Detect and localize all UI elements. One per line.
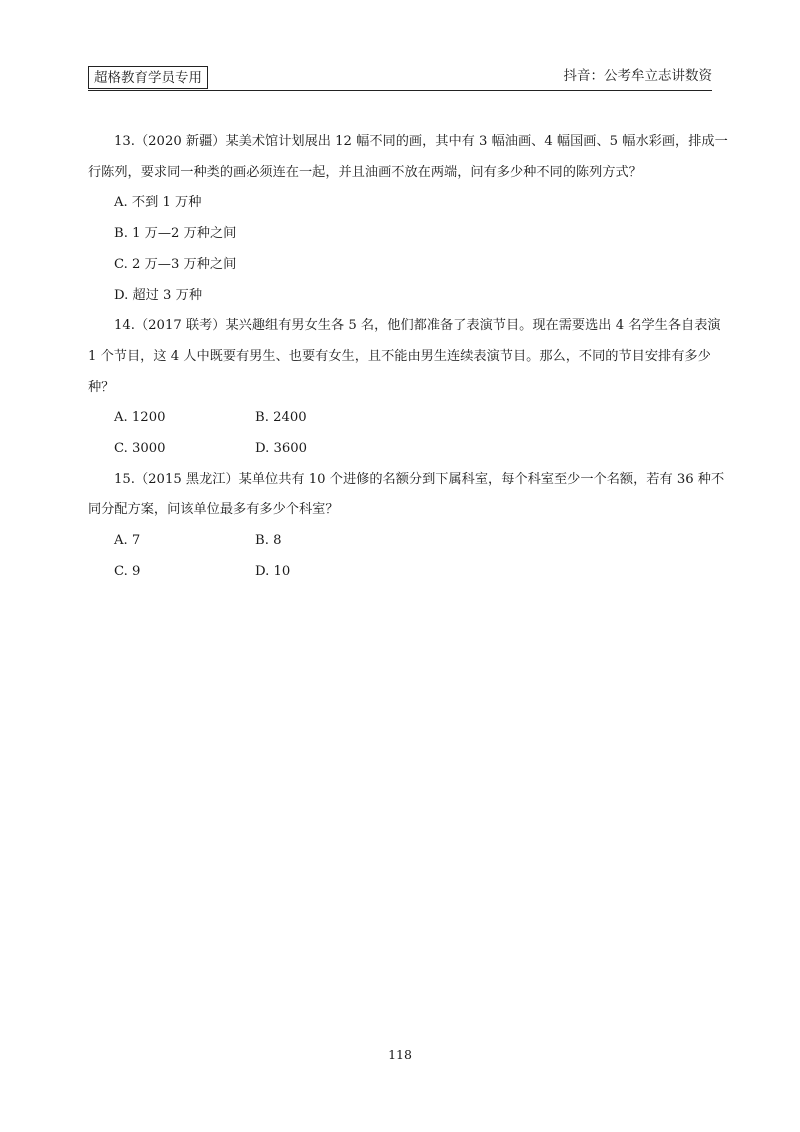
question-13-option-row bbox=[88, 219, 714, 250]
question-15-option-c: C. 9 bbox=[114, 563, 141, 579]
question-14-option-b: B. 2400 bbox=[255, 410, 307, 426]
question-13-option-b: B. 1 万—2 万种之间 bbox=[114, 226, 237, 242]
question-13-option-row bbox=[88, 188, 714, 219]
question-14-option-a: A. 1200 bbox=[114, 410, 166, 426]
header-channel-label: 抖音：公考牟立志讲数资 bbox=[563, 68, 712, 84]
header-brand-label: 超格教育学员专用 bbox=[88, 66, 208, 89]
question-14 bbox=[88, 311, 721, 465]
question-13-line-2: 行陈列，要求同一种类的画必须连在一起，并且油画不放在两端，问有多少种不同的陈列方式？ bbox=[88, 164, 642, 180]
question-15-option-b: B. 8 bbox=[255, 533, 282, 549]
page-number: 118 bbox=[388, 1047, 412, 1062]
question-13 bbox=[88, 127, 728, 311]
question-14-option-row bbox=[88, 403, 714, 434]
question-15-option-d: D. 10 bbox=[255, 563, 291, 579]
question-15-line-1: 15.（2015 黑龙江）某单位共有 10 个进修的名额分到下属科室，每个科室至少一个名额，若有 36 种不 bbox=[114, 471, 725, 487]
question-13-option-d: D. 超过 3 万种 bbox=[114, 287, 203, 303]
question-14-option-row bbox=[88, 434, 714, 465]
question-14-option-c: C. 3000 bbox=[114, 441, 166, 457]
question-13-option-row bbox=[88, 250, 714, 281]
question-14-line-3: 种？ bbox=[88, 379, 115, 395]
question-14-line-1: 14.（2017 联考）某兴趣组有男女生各 5 名，他们都准备了表演节目。现在需要选出 4 名学生各自表演 bbox=[114, 318, 721, 334]
question-14-option-d: D. 3600 bbox=[255, 441, 308, 457]
question-13-option-c: C. 2 万—3 万种之间 bbox=[114, 256, 237, 272]
question-list bbox=[88, 127, 728, 588]
question-13-line-1: 13.（2020 新疆）某美术馆计划展出 12 幅不同的画，其中有 3 幅油画、4 幅国画、5 幅水彩画，排成一 bbox=[114, 134, 728, 149]
question-15-option-a: A. 7 bbox=[114, 533, 141, 549]
header-divider bbox=[88, 90, 712, 91]
question-14-line-2: 1 个节目，这 4 人中既要有男生、也要有女生，且不能由男生连续表演节目。那么，不同的节目安排有多少 bbox=[88, 348, 711, 364]
question-13-option-row bbox=[88, 281, 714, 312]
question-15 bbox=[88, 465, 725, 588]
question-15-option-row bbox=[88, 526, 714, 557]
question-15-line-2: 同分配方案，问该单位最多有多少个科室？ bbox=[88, 502, 339, 518]
question-13-option-a: A. 不到 1 万种 bbox=[114, 195, 202, 211]
question-15-option-row bbox=[88, 557, 714, 588]
